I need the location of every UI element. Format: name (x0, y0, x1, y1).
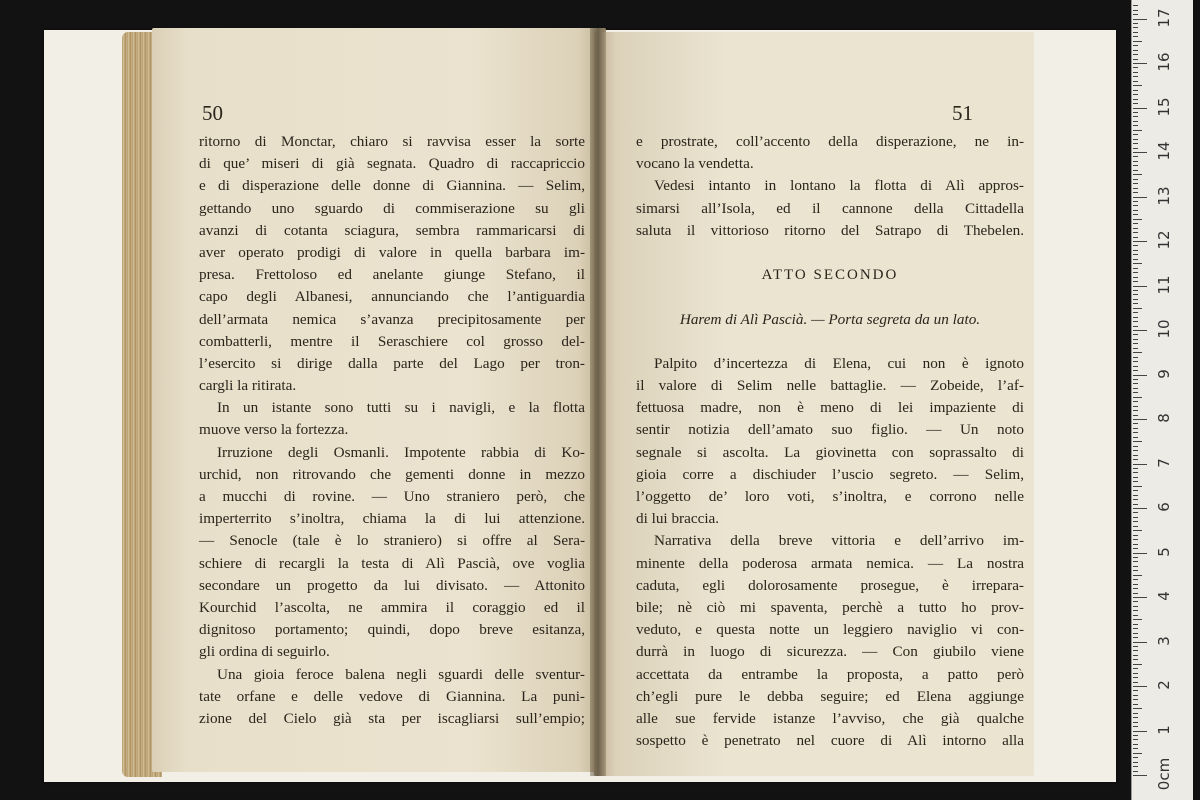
ruler-tick (1133, 27, 1138, 28)
ruler-tick (1133, 731, 1147, 732)
ruler-tick (1133, 446, 1138, 447)
ruler-tick (1133, 85, 1142, 86)
ruler-tick (1133, 259, 1138, 260)
ruler-tick (1133, 210, 1138, 211)
ruler-tick (1133, 628, 1138, 629)
ruler-tick (1133, 237, 1138, 238)
ruler-tick (1133, 250, 1138, 251)
ruler-tick (1133, 254, 1138, 255)
ruler-label: 9 (1155, 368, 1173, 379)
ruler-tick (1133, 81, 1138, 82)
text-line: Kourchid l’ascolta, ne ammira il coraggio ed il (199, 598, 585, 616)
text-line (636, 242, 1024, 264)
ruler-tick (1133, 410, 1138, 411)
ruler-tick (1133, 619, 1142, 620)
ruler-tick (1133, 530, 1142, 531)
ruler-tick (1133, 343, 1138, 344)
ruler-label: 16 (1155, 52, 1173, 72)
ruler-tick (1133, 219, 1142, 220)
ruler-tick (1133, 570, 1138, 571)
ruler-tick (1133, 388, 1138, 389)
ruler-tick (1133, 610, 1138, 611)
ruler-tick (1133, 201, 1138, 202)
text-line: presa. Frettoloso ed anelante giunge Stefano, il (199, 266, 585, 284)
ruler-tick (1133, 459, 1138, 460)
ruler-tick (1133, 308, 1142, 309)
ruler-tick (1133, 223, 1138, 224)
text-line: accettata da entrambe la proposta, a patto però (636, 665, 1024, 683)
ruler-tick (1133, 499, 1138, 500)
text-line: ritorno di Monctar, chiaro si ravvisa esser la sorte (199, 133, 585, 150)
ruler-tick (1133, 156, 1138, 157)
ruler-tick (1133, 170, 1138, 171)
ruler-tick (1133, 401, 1138, 402)
ruler-tick (1133, 477, 1138, 478)
ruler-tick (1133, 214, 1138, 215)
text-line: ch’egli pure le debba seguire; ed Elena aggiunge (636, 687, 1024, 705)
ruler-label: 0cm (1155, 757, 1173, 791)
text-line: combatterli, mentre il Seraschiere col grosso del- (199, 332, 585, 350)
ruler-tick (1133, 708, 1142, 709)
text-line: gli ordina di seguirlo. (199, 643, 330, 661)
ruler-tick (1133, 116, 1138, 117)
ruler-tick (1133, 762, 1138, 763)
ruler-label: 5 (1155, 546, 1173, 557)
ruler-tick (1133, 14, 1138, 15)
text-line: e di disperazione delle donne di Giannina. — Selim, (199, 177, 585, 195)
ruler-tick (1133, 121, 1138, 122)
ruler-tick (1133, 668, 1138, 669)
ruler-tick (1133, 352, 1142, 353)
ruler-tick (1133, 713, 1138, 714)
ruler-tick (1133, 148, 1138, 149)
ruler-tick (1133, 392, 1138, 393)
text-line: simarsi all’Isola, ed il cannone della Cittadella (636, 199, 1024, 217)
left-page-number: 50 (202, 101, 223, 125)
ruler-tick (1133, 677, 1138, 678)
text-line: sentir notizia dell’amato suo figlio. — Un noto (636, 421, 1024, 439)
ruler-label: 2 (1155, 680, 1173, 690)
ruler-tick (1133, 642, 1147, 643)
ruler-label: 11 (1155, 274, 1173, 295)
text-line: cargli la ritirata. (199, 377, 297, 395)
ruler-tick (1133, 397, 1142, 398)
text-line (636, 286, 1024, 308)
ruler-tick (1133, 76, 1138, 77)
text-line: urchid, non ritrovando che gementi donne in mezzo (199, 465, 585, 483)
open-book (122, 28, 1032, 776)
ruler-label: 13 (1155, 185, 1173, 206)
ruler-tick (1133, 766, 1138, 767)
text-line: di lui braccia. (636, 510, 720, 528)
text-line: minente della poderosa armata nemica. — La nostra (636, 554, 1024, 572)
ruler-tick (1133, 5, 1138, 6)
ruler-tick (1133, 312, 1138, 313)
text-line: Narrativa della breve vittoria e dell’arrivo im- (654, 532, 1024, 550)
ruler-tick (1133, 32, 1138, 33)
ruler-tick (1133, 650, 1138, 651)
ruler-tick (1133, 192, 1138, 193)
ruler-tick (1133, 544, 1138, 545)
ruler-tick (1133, 664, 1142, 665)
ruler-tick (1133, 464, 1147, 465)
ruler-tick (1133, 597, 1147, 598)
text-line: caduta, egli dolorosamente prosegue, è irrepara- (636, 576, 1024, 594)
ruler-tick (1133, 281, 1138, 282)
book-gutter (590, 28, 606, 776)
background-top (0, 0, 1200, 30)
ruler-tick (1133, 379, 1138, 380)
ruler-tick (1133, 535, 1138, 536)
text-line: fettuosa madre, non è meno di lei impaziente di (636, 399, 1024, 417)
text-line: gettando uno sguardo di commiserazione su gli (199, 199, 585, 217)
text-line: Irruzione degli Osmanli. Impotente rabbia di Ko- (217, 443, 585, 461)
ruler-tick (1133, 205, 1138, 206)
text-line: Una gioia feroce balena negli sguardi delle sventur- (217, 665, 585, 683)
ruler-tick (1133, 241, 1147, 242)
ruler-tick (1133, 521, 1138, 522)
ruler-tick (1133, 406, 1138, 407)
text-line (636, 331, 1024, 353)
text-line: muove verso la fortezza. (199, 421, 349, 439)
ruler-tick (1133, 317, 1138, 318)
ruler-tick (1133, 579, 1138, 580)
ruler-tick (1133, 633, 1138, 634)
ruler-tick (1133, 361, 1138, 362)
right-page (594, 32, 1034, 776)
ruler-tick (1133, 174, 1142, 175)
ruler-tick (1133, 561, 1138, 562)
right-page-text (636, 131, 1024, 752)
ruler-tick (1133, 690, 1138, 691)
text-line: Vedesi intanto in lontano la flotta di Alì appros- (654, 177, 1024, 195)
ruler-label: 1 (1155, 724, 1173, 735)
text-line: dignitoso portamento; quindi, dopo breve esitanza, (199, 621, 585, 639)
ruler-tick (1133, 428, 1138, 429)
ruler-tick (1133, 277, 1138, 278)
ruler-tick (1133, 179, 1138, 180)
text-line: a mucchi di rovine. — Uno straniero però, che (199, 488, 585, 505)
ruler-tick (1133, 45, 1138, 46)
ruler-tick (1133, 348, 1138, 349)
ruler-tick (1133, 268, 1138, 269)
ruler-tick (1133, 108, 1147, 109)
ruler-tick (1133, 548, 1138, 549)
ruler-label: 15 (1155, 96, 1173, 117)
ruler-tick (1133, 423, 1138, 424)
ruler-tick (1133, 130, 1142, 131)
ruler-tick (1133, 419, 1147, 420)
ruler-tick (1133, 357, 1138, 358)
ruler-tick (1133, 566, 1138, 567)
text-line: dell’armata nemica s’avanza precipitosamente per (199, 310, 585, 328)
ruler-tick (1133, 134, 1138, 135)
ruler-tick (1133, 50, 1138, 51)
text-line: sospetto è penetrato nel cuore di Alì intorno alla (636, 732, 1024, 750)
ruler-tick (1133, 19, 1147, 20)
ruler-tick (1133, 771, 1138, 772)
text-line: capo degli Albanesi, annunciando che l’antiguardia (199, 288, 585, 306)
ruler-tick (1133, 245, 1138, 246)
ruler-tick (1133, 739, 1138, 740)
ruler-tick (1133, 753, 1142, 754)
ruler-tick (1133, 673, 1138, 674)
ruler-tick (1133, 553, 1147, 554)
ruler-tick (1133, 575, 1142, 576)
ruler-tick (1133, 682, 1138, 683)
text-line: di que’ miseri di già segnata. Quadro di raccapriccio (199, 155, 585, 173)
ruler-tick (1133, 63, 1147, 64)
ruler-tick (1133, 294, 1138, 295)
ruler-tick (1133, 504, 1138, 505)
text-line: — Senocle (tale è lo straniero) si offre al Sera- (199, 532, 585, 550)
left-page-text (199, 131, 585, 730)
ruler-tick (1133, 437, 1138, 438)
ruler-label: 12 (1155, 230, 1173, 250)
ruler-tick (1133, 490, 1138, 491)
ruler-tick (1133, 94, 1138, 95)
text-line: schiere di recargli la testa di Alì Pascià, ove voglia (199, 554, 585, 572)
ruler-tick (1133, 197, 1147, 198)
ruler-tick (1133, 143, 1138, 144)
ruler-label: 17 (1155, 7, 1173, 28)
ruler-tick (1133, 112, 1138, 113)
ruler-tick (1133, 659, 1138, 660)
ruler-tick (1133, 54, 1138, 55)
text-line: zione del Cielo già sta per iscagliarsi sull’empio; (199, 709, 585, 727)
ruler-tick (1133, 41, 1142, 42)
text-line: segnale si ascolta. La giovinetta con soprassalto di (636, 443, 1024, 461)
ruler-tick (1133, 646, 1138, 647)
ruler-tick (1133, 383, 1138, 384)
ruler-tick (1133, 272, 1138, 273)
ruler-tick (1133, 67, 1138, 68)
ruler-tick (1133, 468, 1138, 469)
ruler-tick (1133, 286, 1147, 287)
ruler-tick (1133, 557, 1138, 558)
ruler-tick (1133, 299, 1138, 300)
ruler-tick (1133, 593, 1138, 594)
ruler-tick (1133, 334, 1138, 335)
ruler-tick (1133, 432, 1138, 433)
ruler-tick (1133, 704, 1138, 705)
ruler-tick (1133, 717, 1138, 718)
ruler-tick (1133, 508, 1147, 509)
ruler-tick (1133, 517, 1138, 518)
ruler-tick (1133, 72, 1138, 73)
ruler-tick (1133, 339, 1138, 340)
text-line: il valore di Selim nelle battaglie. — Zobeide, l’af- (636, 377, 1024, 395)
ruler-tick (1133, 686, 1147, 687)
ruler-tick (1133, 303, 1138, 304)
ruler-tick (1133, 326, 1138, 327)
ruler-tick (1133, 584, 1138, 585)
text-line: tate orfane e delle vedove di Giannina. La puni- (199, 687, 585, 705)
ruler-tick (1133, 455, 1138, 456)
ruler-tick (1133, 321, 1138, 322)
ruler-label: 8 (1155, 413, 1173, 423)
ruler-tick (1133, 726, 1138, 727)
text-line: l’esercito si dirige dalla parte del Lago per tron- (199, 354, 585, 372)
ruler-tick (1133, 450, 1138, 451)
text-line: l’oggetto de’ loro voti, s’inoltra, e corrono nelle (636, 488, 1024, 505)
ruler-tick (1133, 588, 1138, 589)
text-line: imperterrito s’inoltra, chiama la di lui attenzione. (199, 510, 585, 528)
ruler-label: 6 (1155, 502, 1173, 512)
ruler-label: 14 (1155, 141, 1173, 161)
ruler-label: 3 (1155, 635, 1173, 646)
text-line: veduto, e questa notte un leggiero naviglio vi con- (636, 621, 1024, 639)
text-line: alle sue fervide istanze l’avviso, che già qualche (636, 709, 1024, 727)
left-page (152, 28, 606, 772)
text-line: ATTO SECONDO (761, 267, 899, 284)
ruler-tick (1133, 99, 1138, 100)
ruler-tick (1133, 228, 1138, 229)
text-line: bile; nè ciò mi spaventa, perchè a tutto ho prov- (636, 598, 1024, 616)
ruler-tick (1133, 722, 1138, 723)
text-line: durrà in luogo di sicurezza. — Con giubilo viene (636, 643, 1024, 661)
ruler-tick (1133, 263, 1142, 264)
ruler-tick (1133, 36, 1138, 37)
ruler-tick (1133, 735, 1138, 736)
ruler-tick (1133, 775, 1147, 776)
ruler-tick (1133, 472, 1138, 473)
ruler-tick (1133, 512, 1138, 513)
ruler-tick (1133, 744, 1138, 745)
text-line: e prostrate, coll’accento della disperazione, ne in- (636, 133, 1024, 150)
ruler-tick (1133, 615, 1138, 616)
text-line: vocano la vendetta. (636, 155, 754, 173)
ruler-tick (1133, 90, 1138, 91)
ruler-tick (1133, 486, 1142, 487)
text-line: saluta il vittorioso ritorno del Satrapo di Thebelen. (636, 221, 1024, 239)
ruler-tick (1133, 375, 1147, 376)
ruler-label: 7 (1155, 457, 1173, 468)
ruler-tick (1133, 370, 1138, 371)
text-line: secondare un progetto da lui divisato. — Attonito (199, 576, 585, 594)
right-page-number: 51 (952, 101, 973, 125)
ruler-tick (1133, 601, 1138, 602)
ruler-tick (1133, 624, 1138, 625)
ruler-tick (1133, 415, 1138, 416)
ruler-tick (1133, 539, 1138, 540)
ruler-tick (1133, 699, 1138, 700)
ruler-tick (1133, 152, 1147, 153)
ruler-tick (1133, 481, 1138, 482)
ruler-tick (1133, 655, 1138, 656)
ruler-tick (1133, 125, 1138, 126)
measurement-ruler (1131, 0, 1193, 800)
ruler-tick (1133, 183, 1138, 184)
ruler-tick (1133, 330, 1147, 331)
ruler-tick (1133, 606, 1138, 607)
text-line: Harem di Alì Pascià. — Porta segreta da un lato. (679, 310, 981, 328)
ruler-tick (1133, 748, 1138, 749)
text-line: In un istante sono tutti su i navigli, e la flotta (217, 399, 585, 417)
ruler-tick (1133, 366, 1138, 367)
ruler-tick (1133, 757, 1138, 758)
ruler-tick (1133, 188, 1138, 189)
ruler-label: 10 (1155, 319, 1173, 339)
ruler-tick (1133, 637, 1138, 638)
ruler-tick (1133, 441, 1142, 442)
ruler-tick (1133, 23, 1138, 24)
ruler-tick (1133, 232, 1138, 233)
ruler-tick (1133, 10, 1138, 11)
ruler-tick (1133, 526, 1138, 527)
ruler-label: 4 (1155, 591, 1173, 601)
ruler-tick (1133, 695, 1138, 696)
text-line: Palpito d’incertezza di Elena, cui non è ignoto (654, 354, 1024, 372)
ruler-tick (1133, 165, 1138, 166)
ruler-tick (1133, 103, 1138, 104)
ruler-tick (1133, 161, 1138, 162)
text-line: aver operato prodigi di valore in quella barbara im- (199, 243, 585, 261)
ruler-tick (1133, 59, 1138, 60)
text-line: avanzi di cotanta sciagura, sembra rammaricarsi di (199, 221, 585, 239)
ruler-tick (1133, 139, 1138, 140)
ruler-tick (1133, 290, 1138, 291)
ruler-tick (1133, 495, 1138, 496)
text-line: gioia corre a dischiuder l’uscio segreto. — Selim, (636, 465, 1024, 483)
